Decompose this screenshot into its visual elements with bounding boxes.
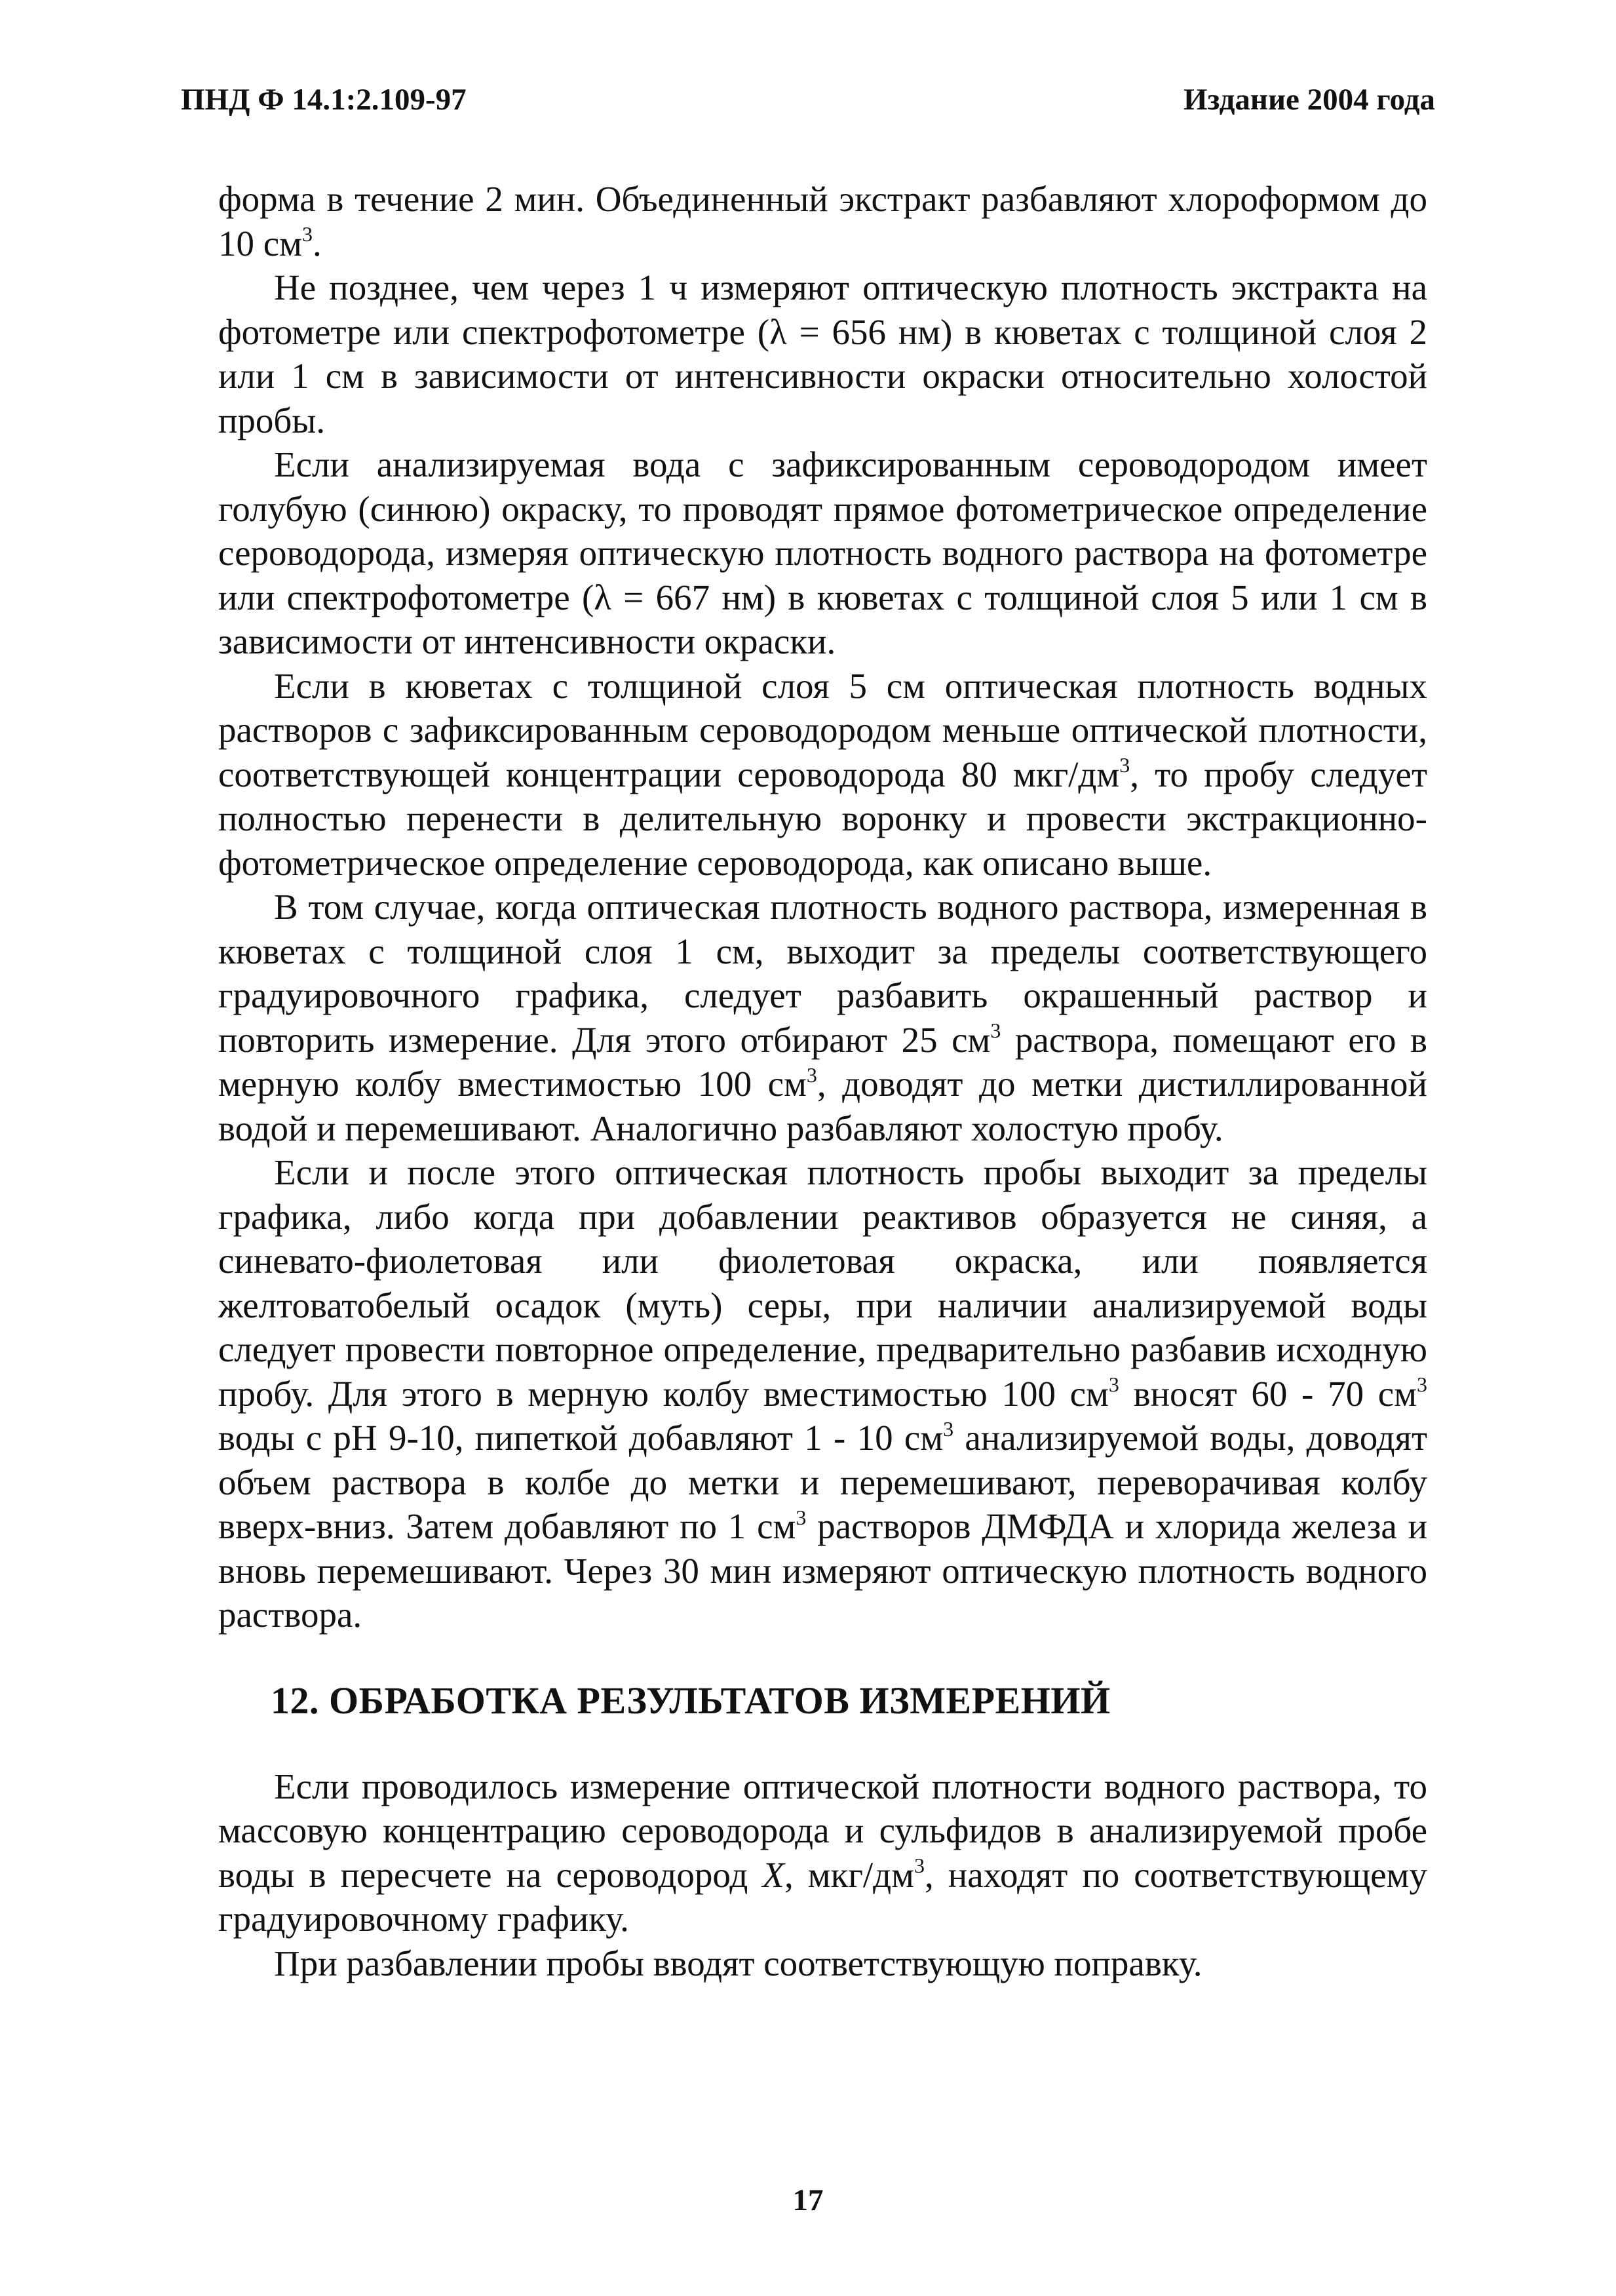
body-text: [218, 177, 1427, 1985]
text-run: Если и после этого оптическая плотность пробы выходит за пределы графика, либо когда при добавлении реактивов образуется не синяя, а синевато-фиолетовая или фиолетовая окраска, или появляется желтоватобелый осадок (муть) серы, при наличии анализируемой воды следует провести повторное определение, предварительно разбавив исходную пробу. Для этого в мерную колбу вместимостью 100 см: [218, 1152, 1427, 1414]
text-run: , доводят до метки дистиллированной водой и перемешивают. Аналогично разбавляют холостую пробу.: [218, 1064, 1427, 1148]
superscript: 3: [796, 1505, 807, 1529]
text-run: В том случае, когда оптическая плотность водного раствора, измеренная в кюветах с толщиной слоя 1 см, выходит за пределы соответствующего градуировочного графика, следует разбавить окрашенный раствор и повторить измерение. Для этого отбирают 25 см: [218, 887, 1427, 1060]
section-heading: 12. ОБРАБОТКА РЕЗУЛЬТАТОВ ИЗМЕРЕНИЙ: [271, 1679, 1111, 1722]
superscript: 3: [990, 1019, 1001, 1043]
text-run: анализируемой воды, доводят объем раствора в колбе до метки и перемешивают, переворачивая колбу вверх-вниз. Затем добавляют по 1 см: [218, 1418, 1427, 1546]
superscript: 3: [943, 1416, 954, 1441]
paragraph: [218, 1764, 1427, 1941]
superscript: 3: [914, 1854, 925, 1878]
text-run: , находят по соответствующему градуировочному графику.: [218, 1854, 1427, 1939]
superscript: 3: [1108, 1372, 1119, 1397]
text-run: Если в кюветах с толщиной слоя 5 см оптическая плотность водных растворов с зафиксированным сероводородом меньше оптической плотности, соответствующей концентрации сероводорода 80 мкг/дм: [218, 665, 1427, 794]
paragraph: [218, 664, 1427, 885]
text-run: Не позднее, чем через 1 ч измеряют оптическую плотность экстракта на фотометре или спектрофотометре (λ = 656 нм) в кюветах с толщиной слоя 2 или 1 см в зависимости от интенсивности окраски относительно холостой пробы.: [218, 267, 1427, 440]
text-run: вносят 60 - 70 см: [1119, 1373, 1417, 1414]
text-run: Если анализируемая вода с зафиксированным сероводородом имеет голубую (синюю) окраску, то проводят прямое фотометрическое определение сероводорода, измеряя оптическую плотность водного раствора на фотометре или спектрофотометре (λ = 667 нм) в кюветах с толщиной слоя 5 или 1 см в зависимости от интенсивности окраски.: [218, 444, 1427, 661]
page-number: 17: [792, 2183, 824, 2217]
text-run: растворов ДМФДА и хлорида железа и вновь перемешивают. Через 30 мин измеряют оптическую плотность водного раствора.: [218, 1506, 1428, 1635]
superscript: 3: [806, 1062, 817, 1087]
text-run: .: [312, 223, 322, 263]
superscript: 3: [1119, 753, 1130, 777]
edition-label: Издание 2004 года: [1183, 83, 1435, 117]
paragraph: [218, 885, 1427, 1150]
text-run: воды с pH 9-10, пипеткой добавляют 1 - 10 см: [218, 1418, 944, 1458]
document-code: ПНД Ф 14.1:2.109-97: [181, 83, 467, 117]
text-run: При разбавлении пробы вводят соответствующую поправку.: [274, 1943, 1202, 1983]
text-run: , мкг/дм: [784, 1854, 914, 1895]
paragraph: [218, 177, 1427, 265]
text-run: форма в течение 2 мин. Объединенный экстракт разбавляют хлороформом до 10 см: [218, 179, 1427, 263]
superscript: 3: [301, 222, 313, 246]
paragraph: [218, 265, 1427, 442]
text-run: , то пробу следует полностью перенести в делительную воронку и провести экстракционно-фотометрическое определение сероводорода, как описано выше.: [218, 754, 1427, 883]
page-header: [181, 82, 1435, 128]
superscript: 3: [1417, 1372, 1427, 1397]
paragraph: [218, 1150, 1427, 1637]
paragraph: [218, 1941, 1427, 1986]
paragraph: [218, 442, 1427, 664]
text-run: Если проводилось измерение оптической плотности водного раствора, то массовую концентрацию сероводорода и сульфидов в анализируемой пробе воды в пересчете на сероводород: [218, 1766, 1427, 1895]
text-run: раствора, помещают его в мерную колбу вместимостью 100 см: [218, 1019, 1428, 1104]
variable-symbol: X: [762, 1854, 784, 1895]
